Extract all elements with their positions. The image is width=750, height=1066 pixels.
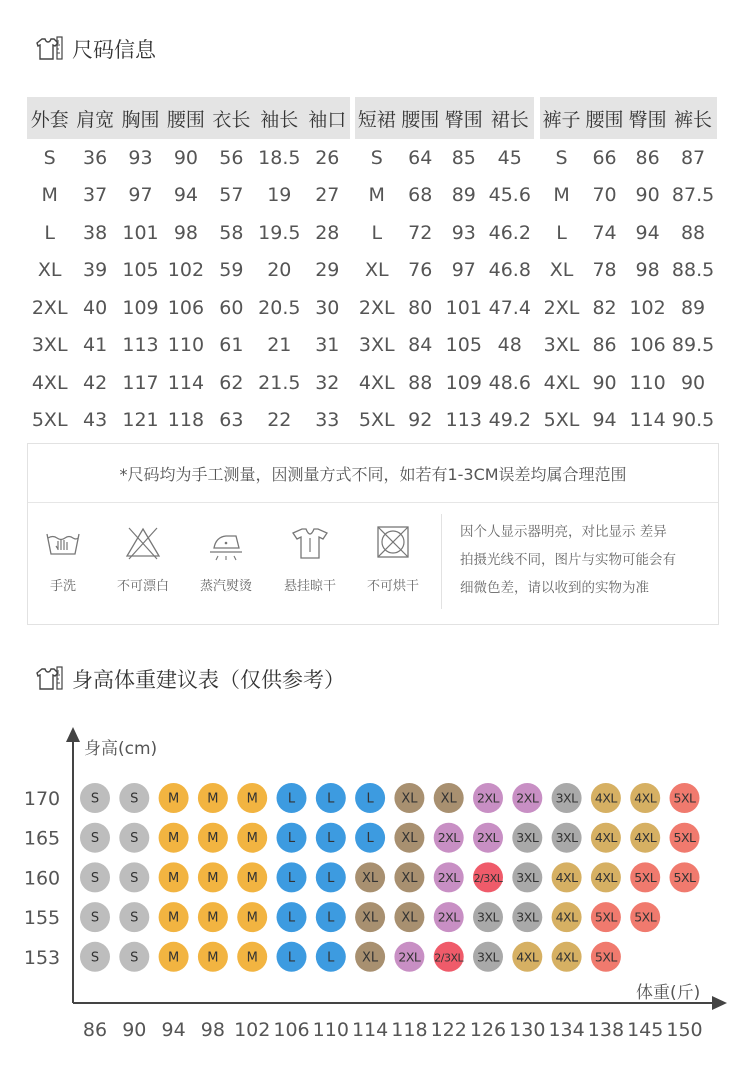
table-cell: L — [27, 214, 72, 252]
table-cell: 72 — [399, 214, 443, 252]
table-cell: 22 — [254, 402, 305, 440]
care-label: 不可烘干 — [366, 579, 419, 594]
table-cell: 88 — [669, 214, 717, 252]
table-cell: M — [355, 177, 399, 215]
table-cell: 2XL — [27, 289, 72, 327]
table-cell: 47.4 — [486, 289, 534, 327]
x-tick-label: 150 — [666, 1019, 703, 1041]
care-hang-dry — [275, 524, 345, 594]
table-cell: 113 — [118, 327, 163, 365]
size-dot-label: 3XL — [516, 909, 539, 925]
table-cell: 102 — [163, 252, 208, 290]
table-cell: S — [355, 139, 399, 177]
y-axis-arrow — [66, 727, 80, 742]
table-cell: M — [540, 177, 583, 215]
column-header: 裙长 — [486, 97, 534, 139]
column-header: 衣长 — [209, 97, 254, 139]
x-tick-label: 118 — [391, 1019, 428, 1041]
table-row — [355, 139, 534, 177]
hand-wash-icon — [43, 524, 83, 562]
x-tick-label: 86 — [82, 1019, 108, 1041]
size-dot-label: 2XL — [477, 830, 499, 846]
table-cell: 41 — [72, 327, 117, 365]
table-cell: 70 — [583, 177, 626, 215]
table-cell: 33 — [305, 402, 350, 440]
table-row — [27, 177, 350, 215]
table-cell: 45.6 — [486, 177, 534, 215]
table-cell: 85 — [442, 139, 486, 177]
table-cell: 3XL — [355, 327, 399, 365]
table-cell: 4XL — [355, 364, 399, 402]
care-hand-wash — [28, 524, 98, 594]
table-cell: 37 — [72, 177, 117, 215]
table-row — [540, 327, 717, 365]
size-dot-label: 2XL — [437, 869, 460, 885]
table-cell: 89 — [669, 289, 717, 327]
table-cell: 68 — [399, 177, 443, 215]
table-cell: 38 — [72, 214, 117, 252]
size-dot-label: S — [90, 791, 100, 807]
size-dot-label: L — [287, 910, 296, 926]
table-cell: 105 — [118, 252, 163, 290]
size-dot-label: 4XL — [516, 949, 539, 965]
size-dot-label: M — [167, 870, 180, 886]
size-dot-label: 2XL — [437, 830, 460, 846]
table-cell: 29 — [305, 252, 350, 290]
size-dot-label: S — [90, 870, 100, 886]
x-tick-label: 134 — [548, 1019, 585, 1041]
table-row — [355, 252, 534, 290]
size-dot-label: 5XL — [673, 830, 696, 846]
table-cell: 26 — [305, 139, 350, 177]
size-dot-label: M — [207, 870, 219, 886]
size-dot-label: L — [327, 791, 335, 807]
table-cell: 58 — [209, 214, 254, 252]
table-cell: 2XL — [355, 289, 399, 327]
no-bleach-icon — [123, 524, 163, 562]
table-cell: 60 — [209, 289, 254, 327]
size-dot-label: M — [167, 910, 180, 926]
size-dot-label: S — [130, 831, 139, 847]
size-dot-label: 4XL — [555, 869, 578, 885]
table-row — [540, 289, 717, 327]
color-disclaimer — [460, 518, 710, 602]
column-header: 臀围 — [442, 97, 486, 139]
size-dot-label: 4XL — [555, 949, 578, 965]
size-dot-label: 5XL — [634, 869, 657, 885]
x-axis-label: 体重(斤) — [636, 983, 701, 1003]
size-dot-label: S — [130, 950, 139, 966]
table-cell: 20.5 — [254, 289, 305, 327]
x-axis-arrow — [712, 996, 727, 1010]
x-tick-label: 90 — [122, 1019, 147, 1041]
size-dot-label: 5XL — [634, 909, 657, 925]
table-cell: 43 — [72, 402, 117, 440]
size-dot-label: XL — [401, 870, 418, 886]
table-cell: 64 — [399, 139, 443, 177]
disclaimer-line: 细微色差，请以收到的实物为准 — [460, 580, 649, 596]
size-dot-label: 4XL — [594, 830, 617, 846]
size-dot-label: M — [246, 831, 258, 847]
column-header: 裤子 — [540, 97, 583, 139]
table-cell: 89.5 — [669, 327, 717, 365]
table-cell: XL — [540, 252, 583, 290]
x-tick-label: 110 — [312, 1019, 349, 1041]
size-dot-label: XL — [401, 831, 418, 847]
table-cell: 114 — [626, 402, 669, 440]
steam-iron-icon — [206, 524, 246, 562]
size-dot-label: XL — [440, 791, 457, 807]
table-cell: 4XL — [27, 364, 72, 402]
column-header: 腰围 — [399, 97, 443, 139]
y-tick-label: 155 — [23, 907, 61, 930]
x-tick-label: 130 — [509, 1019, 546, 1041]
column-header: 胸围 — [118, 97, 163, 139]
size-dot-label: 4XL — [634, 830, 657, 846]
size-dot-label: 2XL — [477, 790, 499, 806]
size-dot-label: 2XL — [516, 790, 539, 806]
table-cell: 63 — [209, 402, 254, 440]
table-cell: 90 — [669, 364, 717, 402]
table-row — [540, 402, 717, 440]
table-cell: 90 — [626, 177, 669, 215]
table-row — [540, 139, 717, 177]
height-weight-chart — [0, 720, 750, 1066]
table-cell: 121 — [118, 402, 163, 440]
size-dot-label: 5XL — [594, 909, 617, 925]
table-cell: 39 — [72, 252, 117, 290]
column-header: 外套 — [27, 97, 72, 139]
hang-dry-icon — [290, 524, 330, 562]
jacket-size-table — [27, 97, 350, 439]
x-tick-label: 106 — [273, 1019, 310, 1041]
size-dot-label: M — [207, 910, 219, 926]
table-cell: 21 — [254, 327, 305, 365]
table-cell: 88 — [399, 364, 443, 402]
shirt-ruler-icon — [34, 35, 64, 63]
table-cell: 97 — [118, 177, 163, 215]
size-dot-label: 5XL — [594, 949, 617, 965]
size-section-label: 尺码信息 — [72, 38, 156, 62]
x-tick-label: 98 — [200, 1019, 225, 1041]
divider — [441, 514, 442, 609]
table-cell: 114 — [163, 364, 208, 402]
size-dot-label: 4XL — [634, 790, 657, 806]
table-cell: 61 — [209, 327, 254, 365]
size-dot-label: L — [327, 950, 335, 966]
size-dot-label: 4XL — [594, 869, 617, 885]
table-cell: 21.5 — [254, 364, 305, 402]
y-axis-label: 身高(cm) — [84, 739, 158, 759]
table-cell: 3XL — [27, 327, 72, 365]
table-row — [355, 327, 534, 365]
size-dot-label: 2/3XL — [473, 871, 503, 885]
table-cell: 102 — [626, 289, 669, 327]
x-tick-label: 102 — [234, 1019, 271, 1041]
size-dot-label: 2/3XL — [434, 951, 464, 965]
table-row — [355, 364, 534, 402]
divider — [28, 502, 718, 503]
table-cell: 90 — [163, 139, 208, 177]
table-cell: 48.6 — [486, 364, 534, 402]
table-cell: 98 — [163, 214, 208, 252]
table-row — [27, 402, 350, 440]
table-cell: 49.2 — [486, 402, 534, 440]
table-cell: 76 — [399, 252, 443, 290]
table-cell: 106 — [626, 327, 669, 365]
size-dot-label: 3XL — [516, 869, 539, 885]
table-cell: XL — [27, 252, 72, 290]
table-cell: 89 — [442, 177, 486, 215]
column-header: 腰围 — [583, 97, 626, 139]
table-row — [27, 289, 350, 327]
table-cell: 5XL — [27, 402, 72, 440]
table-row — [27, 139, 350, 177]
table-cell: 42 — [72, 364, 117, 402]
table-cell: M — [27, 177, 72, 215]
table-cell: 40 — [72, 289, 117, 327]
size-dot-label: M — [246, 791, 258, 807]
size-dot-label: S — [90, 910, 100, 926]
table-cell: 46.8 — [486, 252, 534, 290]
size-dot-label: 4XL — [555, 909, 578, 925]
size-dot-label: S — [130, 870, 139, 886]
size-dot-label: L — [287, 950, 296, 966]
table-cell: 59 — [209, 252, 254, 290]
table-cell: XL — [355, 252, 399, 290]
size-dot-label: 5XL — [673, 790, 696, 806]
table-cell: 86 — [583, 327, 626, 365]
size-dot-label: XL — [362, 950, 379, 966]
table-row — [355, 289, 534, 327]
table-cell: 106 — [163, 289, 208, 327]
x-tick-label: 94 — [161, 1019, 186, 1041]
table-cell: 62 — [209, 364, 254, 402]
table-cell: L — [355, 214, 399, 252]
table-cell: 87 — [669, 139, 717, 177]
size-dot-label: L — [366, 791, 374, 807]
table-cell: 109 — [118, 289, 163, 327]
y-tick-label: 160 — [23, 867, 61, 890]
care-label: 手洗 — [49, 579, 76, 594]
table-cell: 86 — [626, 139, 669, 177]
column-header: 臀围 — [626, 97, 669, 139]
table-cell: 82 — [583, 289, 626, 327]
size-dot-label: XL — [401, 910, 418, 926]
table-cell: 110 — [626, 364, 669, 402]
table-row — [355, 214, 534, 252]
size-dot-label: L — [366, 831, 374, 847]
table-row — [27, 214, 350, 252]
care-no-tumble-dry — [358, 524, 428, 594]
table-row — [27, 327, 350, 365]
table-cell: 36 — [72, 139, 117, 177]
table-cell: 56 — [209, 139, 254, 177]
table-cell: 2XL — [540, 289, 583, 327]
table-cell: 94 — [163, 177, 208, 215]
size-dot-label: M — [207, 950, 219, 966]
pants-size-table — [540, 97, 717, 439]
table-cell: S — [540, 139, 583, 177]
table-cell: 31 — [305, 327, 350, 365]
shirt-ruler-icon — [34, 665, 64, 693]
table-cell: 45 — [486, 139, 534, 177]
table-cell: S — [27, 139, 72, 177]
x-tick-label: 122 — [430, 1019, 467, 1041]
care-label: 蒸汽熨烫 — [199, 579, 252, 594]
table-cell: 118 — [163, 402, 208, 440]
disclaimer-line: 因个人显示器明亮，对比显示 差异 — [460, 524, 667, 540]
column-header: 袖口 — [305, 97, 350, 139]
size-dot-label: L — [287, 791, 296, 807]
table-cell: 113 — [442, 402, 486, 440]
x-tick-label: 126 — [469, 1019, 507, 1041]
size-dot-label: XL — [401, 791, 418, 807]
table-cell: 97 — [442, 252, 486, 290]
table-cell: 94 — [626, 214, 669, 252]
table-row — [540, 364, 717, 402]
table-cell: 94 — [583, 402, 626, 440]
size-dot-label: L — [327, 831, 335, 847]
table-cell: 27 — [305, 177, 350, 215]
table-cell: 30 — [305, 289, 350, 327]
table-cell: 88.5 — [669, 252, 717, 290]
size-dot-label: M — [246, 910, 258, 926]
size-dot-label: M — [167, 791, 180, 807]
table-cell: 5XL — [540, 402, 583, 440]
table-cell: 105 — [442, 327, 486, 365]
size-dot-label: XL — [362, 910, 379, 926]
table-cell: 101 — [442, 289, 486, 327]
size-dot-label: M — [207, 791, 219, 807]
size-dot-label: 2XL — [398, 949, 421, 965]
table-cell: 90.5 — [669, 402, 717, 440]
no-tumble-dry-icon — [373, 524, 413, 562]
care-steam-iron — [191, 524, 261, 594]
column-header: 袖长 — [254, 97, 305, 139]
table-cell: 80 — [399, 289, 443, 327]
size-dot-label: S — [130, 910, 139, 926]
x-tick-label: 138 — [587, 1019, 625, 1041]
table-cell: 92 — [399, 402, 443, 440]
table-cell: 19 — [254, 177, 305, 215]
table-row — [540, 214, 717, 252]
table-row — [355, 177, 534, 215]
table-cell: 109 — [442, 364, 486, 402]
table-cell: 98 — [626, 252, 669, 290]
size-dot-label: 5XL — [673, 869, 696, 885]
table-cell: 74 — [583, 214, 626, 252]
table-row — [540, 252, 717, 290]
care-no-bleach — [108, 524, 178, 594]
size-dot-label: M — [167, 950, 180, 966]
column-header: 裤长 — [669, 97, 717, 139]
skirt-size-table — [355, 97, 534, 439]
chart-section-title — [34, 664, 345, 694]
size-dot-label: S — [90, 950, 100, 966]
table-cell: 87.5 — [669, 177, 717, 215]
y-tick-label: 153 — [23, 946, 61, 969]
size-dot-label: 3XL — [477, 949, 499, 965]
table-cell: 57 — [209, 177, 254, 215]
table-cell: 4XL — [540, 364, 583, 402]
chart-section-label: 身高体重建议表（仅供参考） — [72, 668, 345, 692]
table-cell: 46.2 — [486, 214, 534, 252]
table-cell: 32 — [305, 364, 350, 402]
size-dot-label: 2XL — [437, 909, 460, 925]
care-label: 悬挂晾干 — [283, 579, 336, 594]
table-cell: 3XL — [540, 327, 583, 365]
table-cell: 20 — [254, 252, 305, 290]
size-dot-label: M — [246, 870, 258, 886]
measure-note: *尺码均为手工测量，因测量方式不同，如若有1-3CM误差均属合理范围 — [119, 465, 627, 484]
column-header: 肩宽 — [72, 97, 117, 139]
size-dot-label: S — [130, 791, 139, 807]
table-cell: 101 — [118, 214, 163, 252]
size-dot-label: 3XL — [555, 830, 578, 846]
care-info-box — [27, 443, 719, 625]
column-header: 腰围 — [163, 97, 208, 139]
size-dot-label: L — [327, 910, 335, 926]
table-cell: 93 — [442, 214, 486, 252]
table-row — [540, 177, 717, 215]
size-dot-label: 3XL — [477, 909, 499, 925]
size-dot-label: S — [90, 831, 100, 847]
table-cell: 19.5 — [254, 214, 305, 252]
size-dot-label: XL — [362, 870, 379, 886]
table-cell: 66 — [583, 139, 626, 177]
y-tick-label: 170 — [23, 788, 61, 810]
size-dot-label: L — [287, 831, 296, 847]
x-tick-label: 145 — [627, 1019, 664, 1041]
table-row — [355, 402, 534, 440]
size-dot-label: L — [287, 870, 296, 886]
table-cell: 78 — [583, 252, 626, 290]
size-section-title — [34, 34, 156, 64]
table-cell: 28 — [305, 214, 350, 252]
table-cell: 84 — [399, 327, 443, 365]
table-cell: L — [540, 214, 583, 252]
table-cell: 93 — [118, 139, 163, 177]
x-tick-label: 114 — [351, 1019, 389, 1041]
size-dot-label: L — [327, 870, 335, 886]
size-dot-label: M — [246, 950, 258, 966]
table-cell: 18.5 — [254, 139, 305, 177]
column-header: 短裙 — [355, 97, 399, 139]
size-dot-label: M — [207, 831, 219, 847]
size-dot-label: 4XL — [594, 790, 617, 806]
table-cell: 110 — [163, 327, 208, 365]
table-row — [27, 364, 350, 402]
table-cell: 90 — [583, 364, 626, 402]
disclaimer-line: 拍摄光线不同，图片与实物可能会有 — [460, 552, 676, 568]
table-cell: 48 — [486, 327, 534, 365]
table-row — [27, 252, 350, 290]
size-dot-label: M — [167, 831, 180, 847]
care-label: 不可漂白 — [116, 579, 169, 594]
size-dot-label: 3XL — [516, 830, 539, 846]
table-cell: 117 — [118, 364, 163, 402]
size-dot-label: 3XL — [555, 790, 578, 806]
table-cell: 5XL — [355, 402, 399, 440]
y-tick-label: 165 — [23, 827, 61, 850]
